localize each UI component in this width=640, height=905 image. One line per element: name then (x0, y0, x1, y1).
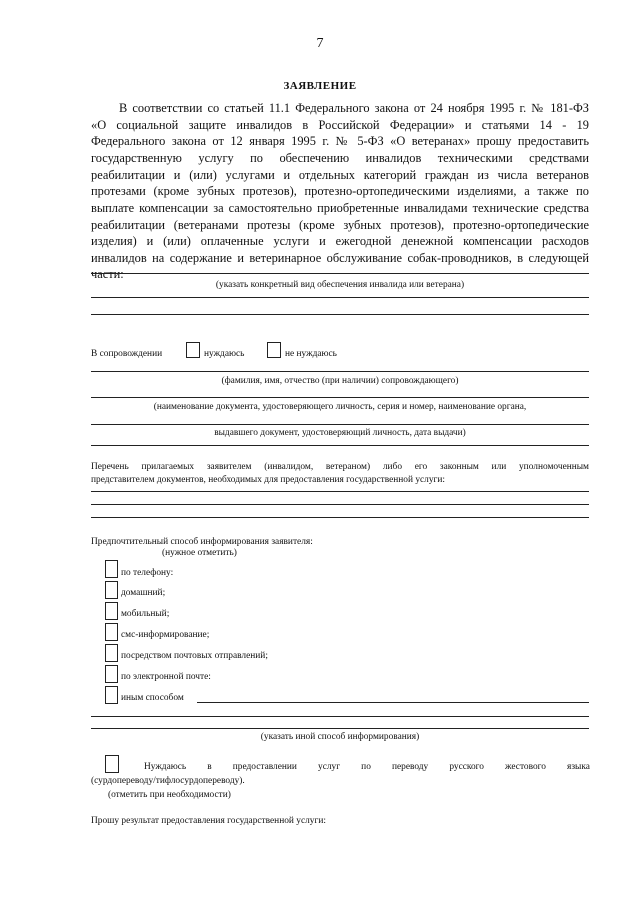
inform-home-phone-checkbox[interactable] (105, 581, 118, 599)
inform-sms-checkbox[interactable] (105, 623, 118, 641)
identity-document-line[interactable] (91, 397, 589, 398)
provision-type-caption: (указать конкретный вид обеспечения инвалида или ветерана) (215, 280, 465, 290)
sign-language-word: языка (567, 762, 590, 772)
sign-language-word: русского (449, 762, 484, 772)
inform-other-input-line[interactable] (197, 702, 589, 703)
inform-post-checkbox[interactable] (105, 644, 118, 662)
inform-option-label: иным способом (121, 693, 184, 703)
inform-other-caption: (указать иной способ информирования) (260, 732, 420, 742)
sign-language-note: (отметить при необходимости) (108, 790, 231, 800)
statement-line: выплате компенсации за самостоятельно приобретенные инвалидами технические средства (91, 201, 589, 215)
sign-language-word: по (361, 762, 371, 772)
inform-option-label: посредством почтовых отправлений; (121, 651, 268, 661)
document-title: ЗАЯВЛЕНИЕ (283, 80, 357, 92)
inform-email-checkbox[interactable] (105, 665, 118, 683)
attached-docs-line[interactable] (91, 504, 589, 505)
sign-language-word: предоставлении (232, 762, 297, 772)
statement-line: «О социальной защите инвалидов в Российской Федерации» и статьями 14 - 19 (91, 118, 589, 132)
sign-language-word: жестового (505, 762, 546, 772)
sign-language-checkbox[interactable] (105, 755, 119, 773)
statement-line: Федерального закона от 12 января 1995 г. № 5-ФЗ «О ветеранах» прошу предоставить (91, 134, 589, 148)
statement-line: реабилитации (ветеранами протезы (кроме зубных протезов), протезно-ортопедические (91, 218, 589, 232)
attached-docs-line[interactable] (91, 491, 589, 492)
inform-phone-checkbox[interactable] (105, 560, 118, 578)
sign-language-text: (сурдопереводу/тифлосурдопереводу). (91, 776, 245, 786)
statement-line: части: (91, 267, 124, 281)
inform-other-checkbox[interactable] (105, 686, 118, 704)
escort-label: В сопровождении (91, 349, 163, 359)
attached-docs-line[interactable] (91, 517, 589, 518)
escort-need-label: нуждаюсь (204, 349, 245, 359)
identity-document-line[interactable] (91, 445, 589, 446)
inform-other-line[interactable] (91, 716, 589, 717)
escort-need-checkbox[interactable] (186, 342, 200, 358)
inform-option-label: смс-информирование; (121, 630, 210, 640)
statement-line: государственную услугу по обеспечению инвалидов техническими средствами (91, 151, 589, 165)
inform-option-label: мобильный; (121, 609, 170, 619)
sign-language-word: в (207, 762, 212, 772)
escort-no-need-checkbox[interactable] (267, 342, 281, 358)
attached-docs-text: представителем документов, необходимых для предоставления государственной услуги: (91, 475, 446, 485)
sign-language-text (144, 762, 590, 772)
escort-no-need-label: не нуждаюсь (285, 349, 337, 359)
statement-line: протезами (кроме зубных протезов), протезно-ортопедическими изделиями, а также по (91, 184, 589, 198)
statement-line: реабилитации и (или) услугами и отдельных категорий граждан из числа ветеранов (91, 168, 589, 182)
provision-type-line[interactable] (91, 314, 589, 315)
sign-language-word: переводу (391, 762, 429, 772)
inform-option-label: домашний; (121, 588, 166, 598)
inform-option-label: по электронной почте: (121, 672, 211, 682)
inform-option-label: по телефону: (121, 568, 174, 578)
inform-label: Предпочтительный способ информирования заявителя: (91, 537, 313, 547)
sign-language-word: услуг (318, 762, 341, 772)
identity-document-caption: (наименование документа, удостоверяющего личность, серия и номер, наименование органа, (153, 402, 527, 412)
statement-line: инвалидов на содержание и ветеринарное обслуживание собак-проводников, в следующей (91, 251, 589, 265)
provision-type-line[interactable] (91, 297, 589, 298)
inform-mobile-checkbox[interactable] (105, 602, 118, 620)
statement-line: В соответствии со статьей 11.1 Федерального закона от 24 ноября 1995 г. № 181-ФЗ (119, 101, 589, 115)
sign-language-word: Нуждаюсь (144, 762, 187, 772)
page-number: 7 (316, 36, 324, 51)
provision-type-line[interactable] (91, 273, 589, 274)
identity-document-line[interactable] (91, 424, 589, 425)
statement-line: изделия) и (или) оплаченные услуги и ежегодной денежной компенсации расходов (91, 234, 589, 248)
identity-document-caption: выдавшего документ, удостоверяющий личность, дата выдачи) (214, 428, 466, 438)
escort-name-caption: (фамилия, имя, отчество (при наличии) сопровождающего) (221, 376, 459, 386)
result-label: Прошу результат предоставления государственной услуги: (91, 816, 326, 826)
attached-docs-text: Перечень прилагаемых заявителем (инвалидом, ветераном) либо его законным или уполномоченным (91, 462, 589, 472)
inform-other-line[interactable] (91, 728, 589, 729)
escort-name-line[interactable] (91, 371, 589, 372)
inform-hint: (нужное отметить) (162, 548, 237, 558)
